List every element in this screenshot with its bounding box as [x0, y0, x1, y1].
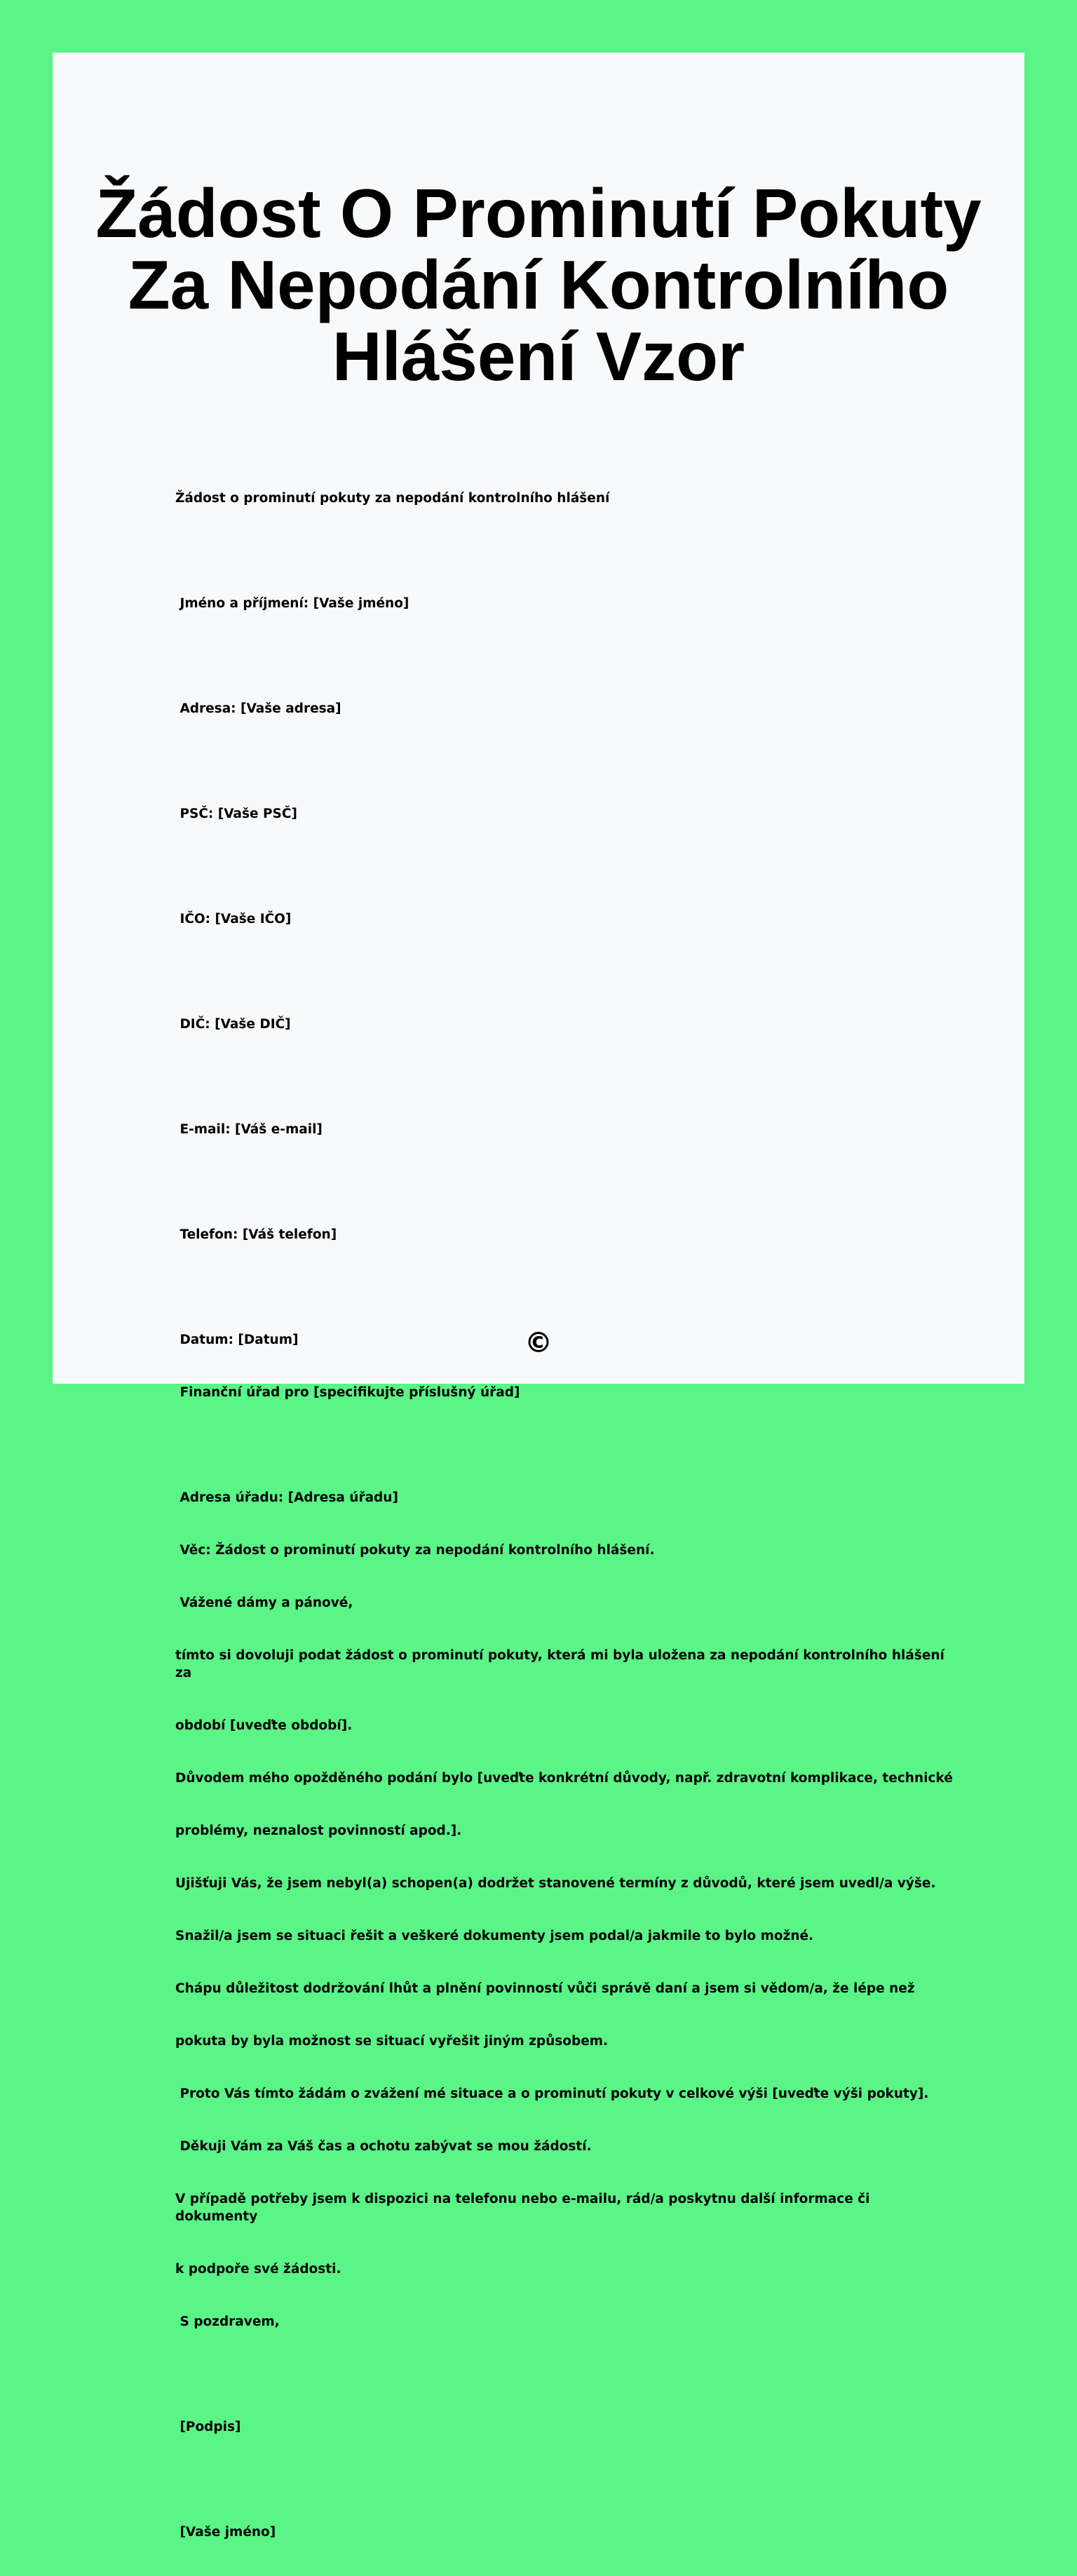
letter-line	[175, 963, 954, 980]
letter-line	[175, 2471, 954, 2488]
letter-line: Adresa úřadu: [Adresa úřadu]	[175, 1490, 398, 1505]
letter-line: Telefon: [Váš telefon]	[175, 1227, 337, 1242]
letter-line	[175, 1436, 954, 1454]
letter-line: Vážené dámy a pánové,	[175, 1596, 353, 1610]
letter-line	[175, 858, 954, 875]
letter-line: Ujišťuji Vás, že jsem nebyl(a) schopen(a) dodržet stanovené termíny z důvodů, které jsem uvedl/a výše.	[175, 1876, 936, 1891]
letter-line: [Podpis]	[175, 2420, 241, 2434]
letter-line	[175, 1068, 954, 1086]
page-title: Žádost O Prominutí Pokuty Za Nepodání Kontrolního Hlášení Vzor	[95, 175, 982, 395]
letter-line: problémy, neznalost povinností apod.].	[175, 1823, 462, 1838]
letter-line: E-mail: [Váš e-mail]	[175, 1122, 323, 1137]
letter-line: období [uveďte období].	[175, 1718, 353, 1733]
letter-line: Děkuji Vám za Váš čas a ochotu zabývat se mou žádostí.	[175, 2139, 592, 2154]
letter-line: Proto Vás tímto žádám o zvážení mé situace a o prominutí pokuty v celkové výši [uveďte výši pokuty].	[175, 2086, 929, 2101]
letter-line: Datum: [Datum]	[175, 1333, 299, 1347]
letter-line: pokuta by byla možnost se situací vyřešit jiným způsobem.	[175, 2034, 609, 2049]
letter-line: tímto si dovoluji podat žádost o prominutí pokuty, která mi byla uložena za nepodání kontrolního hlášení za	[175, 1648, 949, 1680]
letter-line	[175, 542, 954, 560]
letter-line: DIČ: [Vaše DIČ]	[175, 1017, 291, 1032]
letter-line: Snažil/a jsem se situaci řešit a veškeré dokumenty jsem podal/a jakmile to bylo možné.	[175, 1929, 814, 1943]
letter-line: PSČ: [Vaše PSČ]	[175, 807, 297, 821]
letter-line: S pozdravem,	[175, 2314, 280, 2329]
document-page	[53, 53, 1024, 2540]
copyright-symbol: ©	[524, 1327, 553, 1359]
letter-line	[175, 753, 954, 770]
letter-line: Finanční úřad pro [specifikujte příslušný úřad]	[175, 1385, 520, 1400]
letter-line	[175, 647, 954, 665]
letter-line	[175, 1173, 954, 1191]
letter-line	[175, 2366, 954, 2383]
letter-line: Důvodem mého opožděného podání bylo [uveďte konkrétní důvody, např. zdravotní komplikace, technické	[175, 1771, 953, 1786]
letter-line: Chápu důležitost dodržování lhůt a plnění povinností vůči správě daní a jsem si vědom/a, že lépe než	[175, 1981, 915, 1996]
letter-line: Věc: Žádost o prominutí pokuty za nepodání kontrolního hlášení.	[175, 1543, 655, 1558]
letter-line: Žádost o prominutí pokuty za nepodání kontrolního hlášení	[175, 491, 610, 506]
letter-line: Jméno a příjmení: [Vaše jméno]	[175, 596, 409, 611]
letter-line: V případě potřeby jsem k dispozici na telefonu nebo e-mailu, rád/a poskytnu další informace či dokumenty	[175, 2192, 874, 2224]
letter-line: k podpoře své žádosti.	[175, 2262, 341, 2277]
letter-line	[175, 1279, 954, 1296]
letter-line: Adresa: [Vaše adresa]	[175, 701, 341, 716]
letter-line: [Vaše jméno]	[175, 2525, 276, 2540]
letter-body	[175, 454, 954, 2576]
letter-line: IČO: [Vaše IČO]	[175, 912, 292, 926]
